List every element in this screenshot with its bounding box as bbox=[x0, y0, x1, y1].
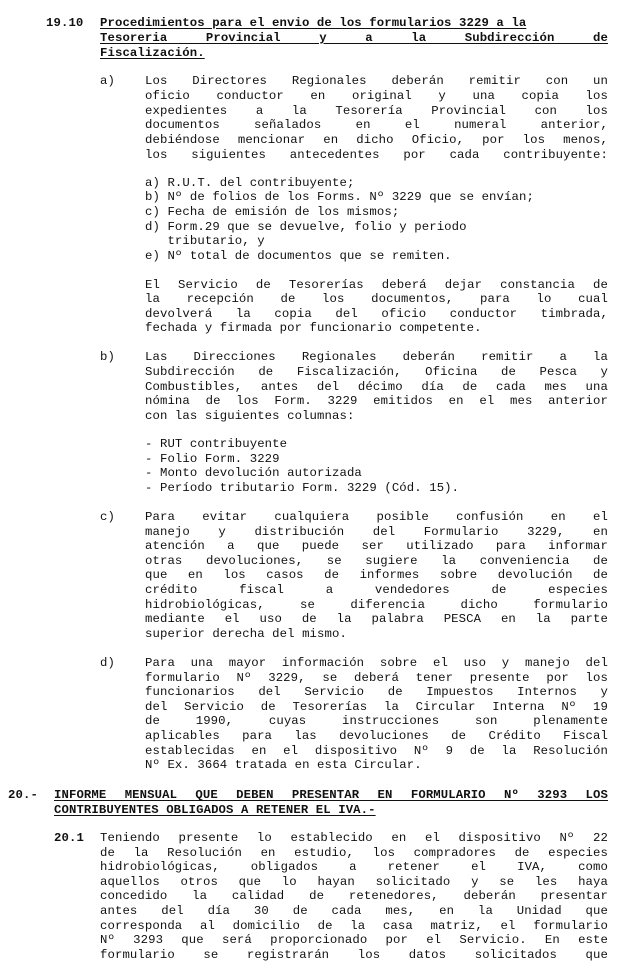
paragraph-line: aquellos otros que lo hayan solicitado y se les haya bbox=[100, 875, 608, 889]
paragraph-line: los siguientes antecedentes por cada contribuyente: bbox=[145, 148, 608, 162]
section-number-20-1: 20.1 bbox=[54, 831, 84, 845]
section-number-20: 20.- bbox=[8, 788, 38, 802]
paragraph-line: hidrobiológicas, se diferencia dicho formulario bbox=[145, 598, 608, 612]
paragraph-line: fechada y firmada por funcionario competente. bbox=[145, 321, 482, 335]
list-item: a) R.U.T. del contribuyente; bbox=[145, 176, 355, 190]
paragraph-line: formulario Nº 3229, se deberá tener presente por los bbox=[145, 671, 608, 685]
paragraph-line: concedido la calidad de retenedores, deberán presentar bbox=[100, 889, 608, 903]
paragraph-line: Combustibles, antes del décimo día de cada mes una bbox=[145, 380, 608, 394]
section-title-line: Procedimientos para el envio de los formularios 3229 a la bbox=[100, 16, 527, 30]
paragraph-line: funcionarios del Servicio de Impuestos Internos y bbox=[145, 685, 608, 699]
paragraph-line: nómina de los Form. 3229 emitidos en el mes anterior bbox=[145, 394, 608, 408]
paragraph-line: debiéndose mencionar en dicho Oficio, por los menos, bbox=[145, 133, 608, 147]
list-item: - Folio Form. 3229 bbox=[145, 452, 280, 466]
section-title-line: Fiscalización. bbox=[100, 46, 205, 60]
paragraph-line: Nº 3293 que será proporcionado por el Servicio. En este bbox=[100, 933, 608, 947]
paragraph-line: del Servicio de Tesorerías la Circular Interna Nº 19 bbox=[145, 700, 608, 714]
paragraph-line: Las Direcciones Regionales deberán remitir a la bbox=[145, 350, 608, 364]
paragraph-line: de la Resolución en estudio, los compradores de especies bbox=[100, 846, 608, 860]
paragraph-line: otras devoluciones, se sugiere la conveniencia de bbox=[145, 554, 608, 568]
item-label-d: d) bbox=[100, 656, 115, 670]
paragraph-line: Teniendo presente lo establecido en el dispositivo Nº 22 bbox=[100, 831, 608, 845]
paragraph-line: hidrobiológicas, obligados a retener el IVA, como bbox=[100, 860, 608, 874]
paragraph-line: oficio conductor en original y una copia los bbox=[145, 89, 608, 103]
paragraph-line: Para una mayor información sobre el uso y manejo del bbox=[145, 656, 608, 670]
list-item: - Monto devolución autorizada bbox=[145, 466, 362, 480]
section-title-line: INFORME MENSUAL QUE DEBEN PRESENTAR EN FORMULARIO Nº 3293 LOS bbox=[54, 788, 608, 802]
item-label-c: c) bbox=[100, 510, 115, 524]
paragraph-line: corresponda al domicilio de la casa matriz, el formulario bbox=[100, 919, 608, 933]
list-item: d) Form.29 que se devuelve, folio y periodo bbox=[145, 220, 467, 234]
paragraph-line: Los Directores Regionales deberán remitir con un bbox=[145, 74, 608, 88]
paragraph-line: la recepción de los documentos, para lo cual bbox=[145, 292, 608, 306]
paragraph-line: Para evitar cualquiera posible confusión en el bbox=[145, 510, 608, 524]
paragraph-line: que en los casos de informes sobre devolución de bbox=[145, 568, 608, 582]
paragraph-line: de 1990, cuyas instrucciones son plenamente bbox=[145, 714, 608, 728]
section-number-19-10: 19.10 bbox=[46, 16, 84, 30]
paragraph-line: con las siguientes columnas: bbox=[145, 409, 355, 423]
paragraph-line: Nº Ex. 3664 tratada en esta Circular. bbox=[145, 758, 422, 772]
paragraph-line: superior derecha del mismo. bbox=[145, 627, 347, 641]
list-item: b) Nº de folios de los Forms. Nº 3229 que se envían; bbox=[145, 190, 534, 204]
paragraph-line: aplicables para las devoluciones de Crédito Fiscal bbox=[145, 729, 608, 743]
list-item: tributario, y bbox=[145, 234, 265, 248]
paragraph-line: formulario se registrarán los datos solicitados que bbox=[100, 948, 608, 962]
paragraph-line: Subdirección de Fiscalización, Oficina de Pesca y bbox=[145, 365, 608, 379]
section-title-line: Tesoreria Provincial y a la Subdirección de bbox=[100, 31, 608, 45]
section-title-line: CONTRIBUYENTES OBLIGADOS A RETENER EL IVA.- bbox=[54, 803, 376, 817]
paragraph-line: mediante el uso de la palabra PESCA en la parte bbox=[145, 612, 608, 626]
item-label-a: a) bbox=[100, 74, 115, 88]
paragraph-line: atención a que puede ser utilizado para informar bbox=[145, 539, 608, 553]
paragraph-line: El Servicio de Tesorerías deberá dejar constancia de bbox=[145, 278, 608, 292]
paragraph-line: antes del día 30 de cada mes, en la Unidad que bbox=[100, 904, 608, 918]
paragraph-line: devolverá la copia del oficio conductor timbrada, bbox=[145, 307, 608, 321]
paragraph-line: crédito fiscal a vendedores de especies bbox=[145, 583, 608, 597]
item-label-b: b) bbox=[100, 350, 115, 364]
paragraph-line: expedientes a la Tesorería Provincial con los bbox=[145, 104, 608, 118]
list-item: e) Nº total de documentos que se remiten. bbox=[145, 249, 452, 263]
list-item: - RUT contribuyente bbox=[145, 437, 288, 451]
paragraph-line: documentos señalados en el numeral anterior, bbox=[145, 118, 608, 132]
paragraph-line: manejo y distribución del Formulario 3229, en bbox=[145, 525, 608, 539]
list-item: c) Fecha de emisión de los mismos; bbox=[145, 205, 400, 219]
list-item: - Período tributario Form. 3229 (Cód. 15). bbox=[145, 481, 460, 495]
paragraph-line: establecidas en el dispositivo Nº 9 de la Resolución bbox=[145, 744, 608, 758]
